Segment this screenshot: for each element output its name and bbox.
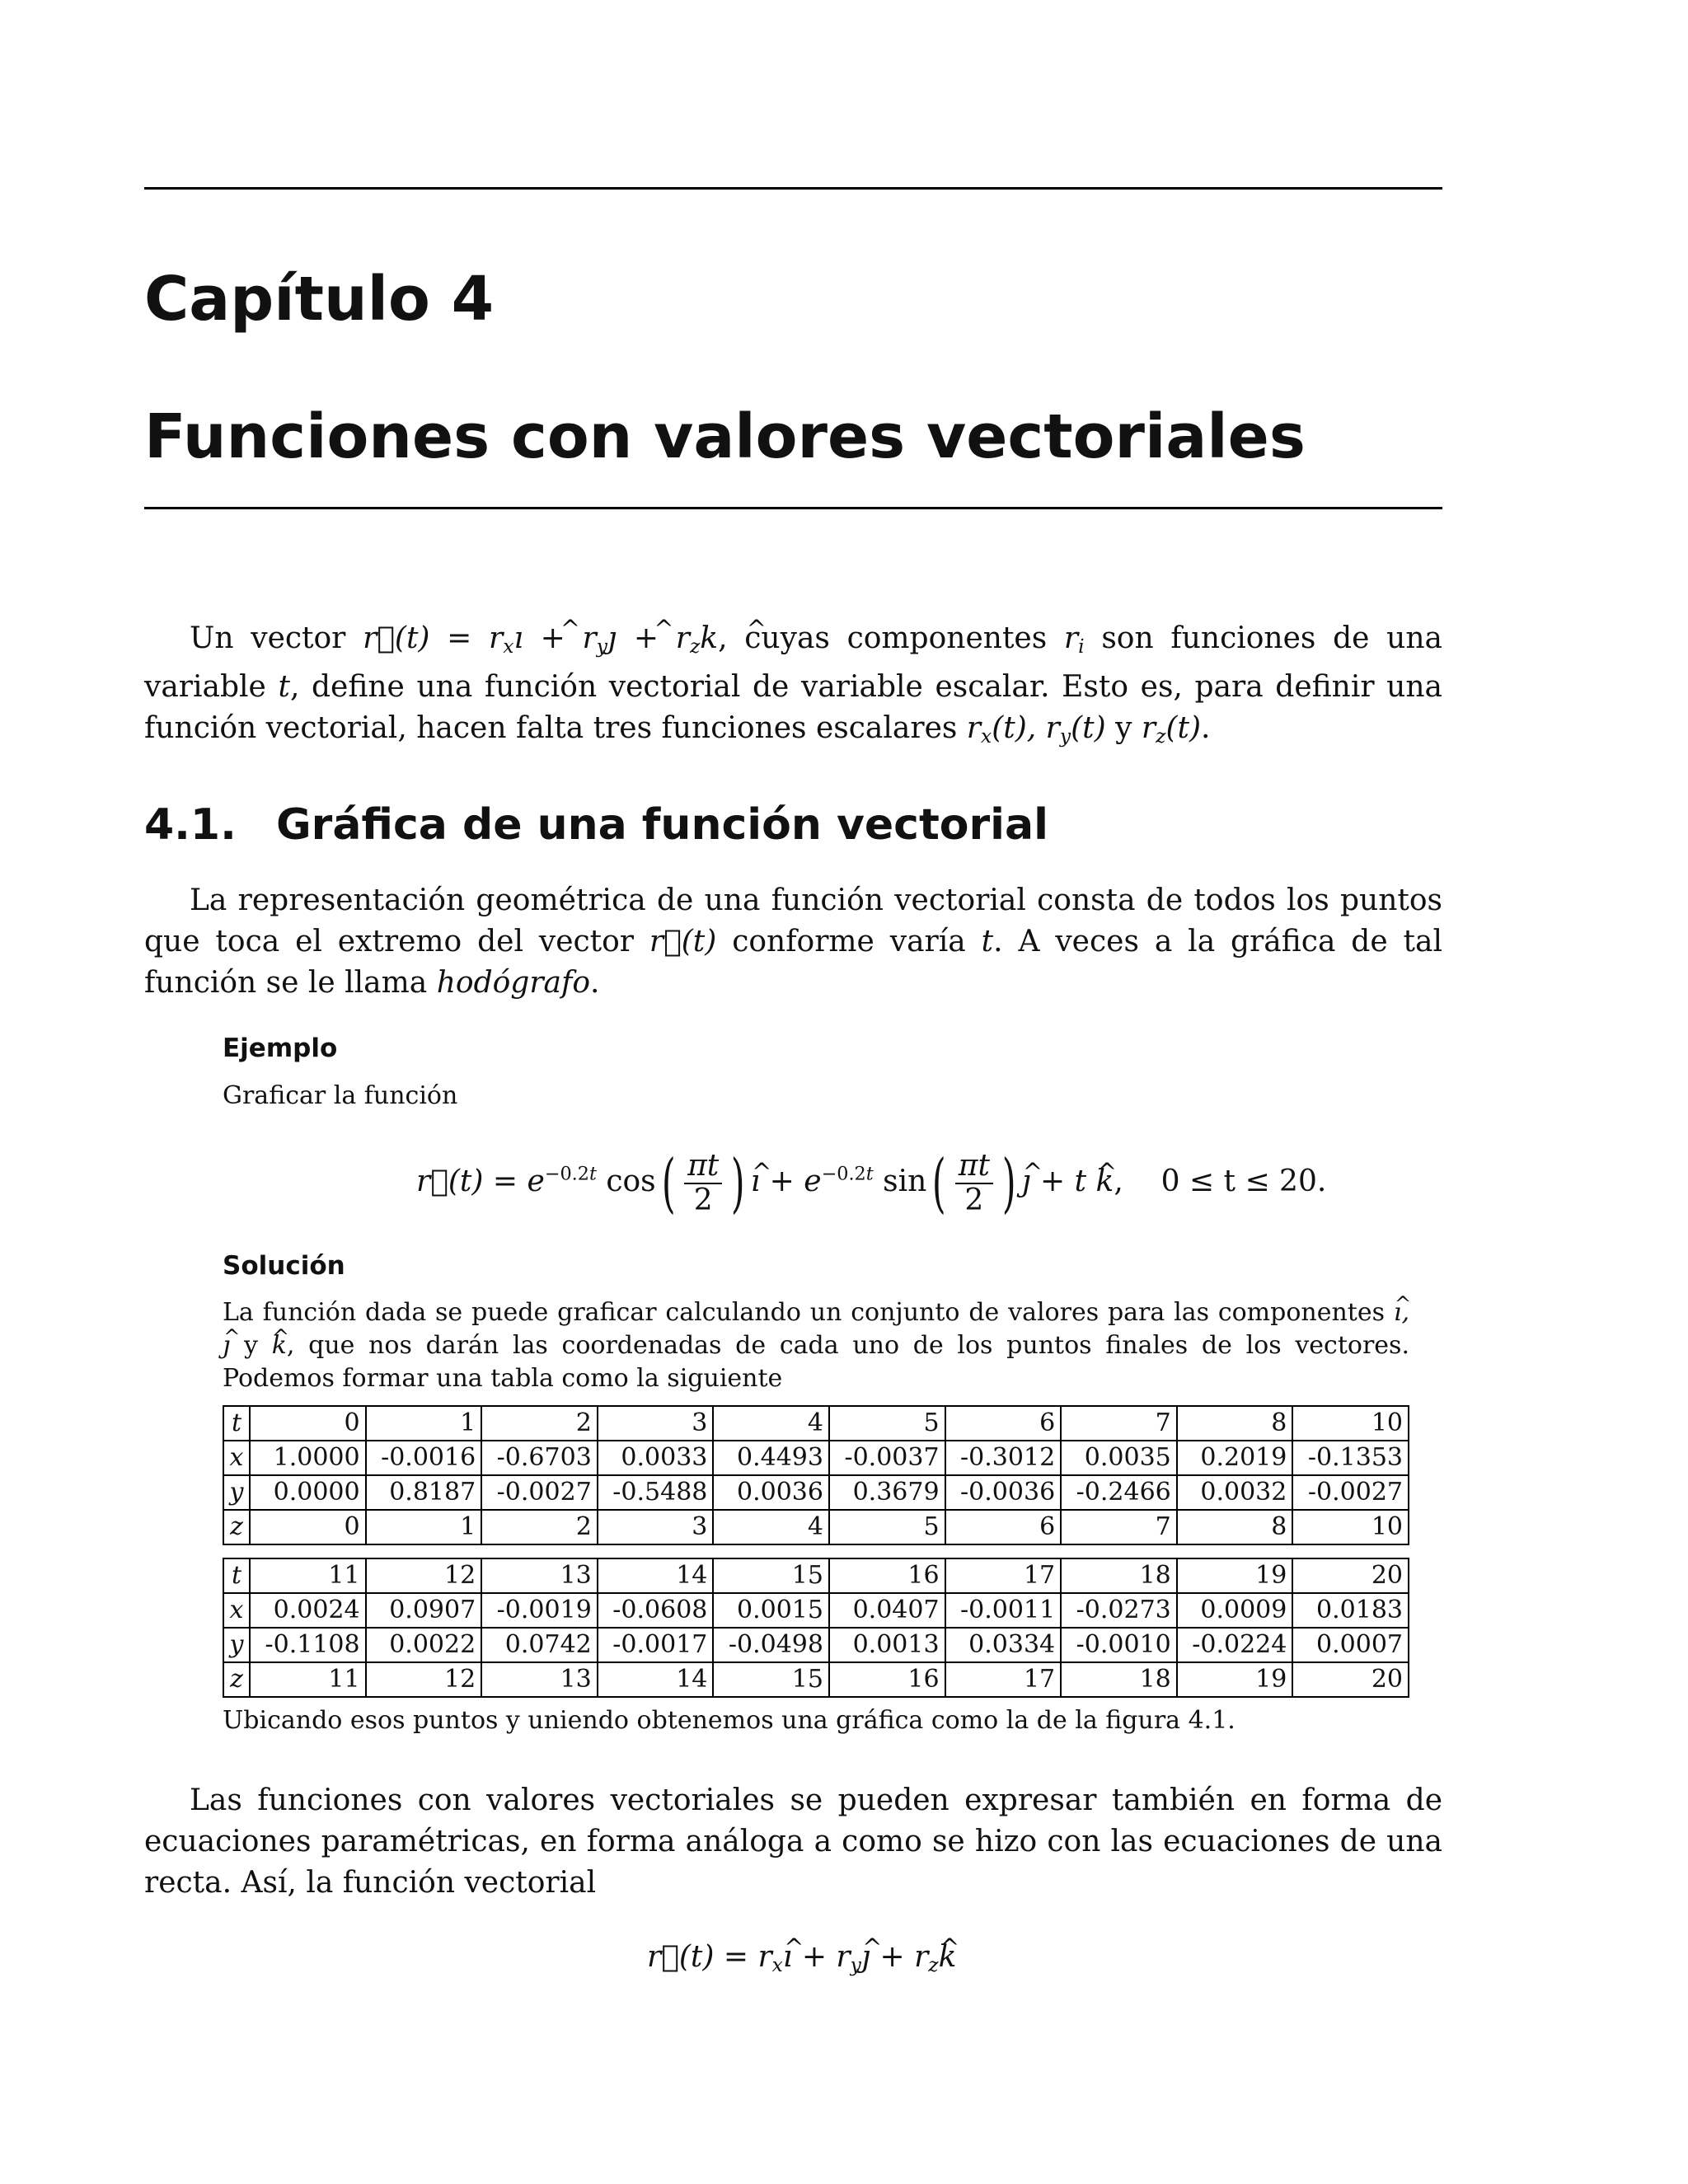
table-row: z 0 1 2 3 4 5 6 7 8 10 <box>223 1510 1409 1544</box>
intro-paragraph: Un vector r⃗(t) = $r_x\^{}$ ı + $r_y\^{}$ ȷ + $r_z\^{}$ k, cuyas componentes $r_i$ son funciones de una variable t, define una función vectorial de variable escalar. Esto es, para definir una función vectorial, hacen falta tres funciones escalares $r_x(t)$, $r_y(t)$ y $r_z(t)$. <box>144 618 1442 757</box>
example-domain: 0 ≤ t ≤ 20. <box>1160 1165 1327 1198</box>
table-row: t 11 12 13 14 15 16 17 18 19 20 <box>223 1558 1409 1593</box>
title-bottom-rule <box>144 507 1442 509</box>
solution-heading: Solución <box>223 1251 345 1281</box>
solution-text: La función dada se puede graficar calculando un conjunto de valores para las componentes ^ ı, ^ ȷ y ^ k, que nos darán las coordenadas de cada uno de los puntos finales de los vectores. Podemos formar una tabla como la siguiente <box>223 1296 1409 1395</box>
example-heading: Ejemplo <box>223 1033 338 1063</box>
hodografo-term: hodógrafo <box>436 966 590 1000</box>
chapter-label: Capítulo 4 <box>144 264 495 335</box>
table-row: x 0.0024 0.0907 -0.0019 -0.0608 0.0015 0.0407 -0.0011 -0.0273 0.0009 0.0183 <box>223 1593 1409 1628</box>
top-rule <box>144 187 1442 190</box>
example-text: Graficar la función <box>223 1081 458 1110</box>
table-row: z 11 12 13 14 15 16 17 18 19 20 <box>223 1662 1409 1697</box>
chapter-title: Funciones con valores vectoriales <box>144 401 1306 472</box>
table-row: t 0 1 2 3 4 5 6 7 8 10 <box>223 1406 1409 1441</box>
table-row: y 0.0000 0.8187 -0.0027 -0.5488 0.0036 0.3679 -0.0036 -0.2466 0.0032 -0.0027 <box>223 1475 1409 1510</box>
solution-closing: Ubicando esos puntos y uniendo obtenemos una gráfica como la de la figura 4.1. <box>223 1706 1236 1735</box>
values-table-1 <box>223 1405 1409 1545</box>
section-heading <box>144 796 1048 854</box>
vector-r-expression: r⃗(t) = $r_x\^{}$ ı + $r_y\^{}$ ȷ + $r_z\^{}$ k <box>363 621 718 655</box>
section-number: 4.1. <box>144 800 237 850</box>
table-row: x 1.0000 -0.0016 -0.6703 0.0033 0.4493 -0.0037 -0.3012 0.0035 0.2019 -0.1353 <box>223 1441 1409 1475</box>
closing-paragraph: Las funciones con valores vectoriales se pueden expresar también en forma de ecuaciones paramétricas, en forma análoga a como se hizo con las ecuaciones de una recta. Así, la función vectorial <box>144 1783 1442 1900</box>
values-table-2 <box>223 1558 1409 1698</box>
section-title: Gráfica de una función vectorial <box>276 800 1048 850</box>
example-equation: r⃗(t) = $e^{-0.2t}$ cos( $\frac{\pi t}{2}$ )^ ı + $e^{-0.2t}$ sin( $\frac{\pi t}{2}$ )^ ȷ + t ^ k, 0 ≤ t ≤ 20. <box>416 1150 1326 1217</box>
table-row: y -0.1108 0.0022 0.0742 -0.0017 -0.0498 0.0013 0.0334 -0.0010 -0.0224 0.0007 <box>223 1628 1409 1662</box>
section-paragraph: La representación geométrica de una función vectorial consta de todos los puntos que toca el extremo del vector r⃗(t) conforme varía t. A veces a la gráfica de tal función se le llama hodógrafo. <box>144 883 1442 1000</box>
parametric-equation: r⃗(t) = $r_x\^{}$ ı + $r_y\^{}$ ȷ + $r_z\^{}$ k <box>647 1937 956 1985</box>
